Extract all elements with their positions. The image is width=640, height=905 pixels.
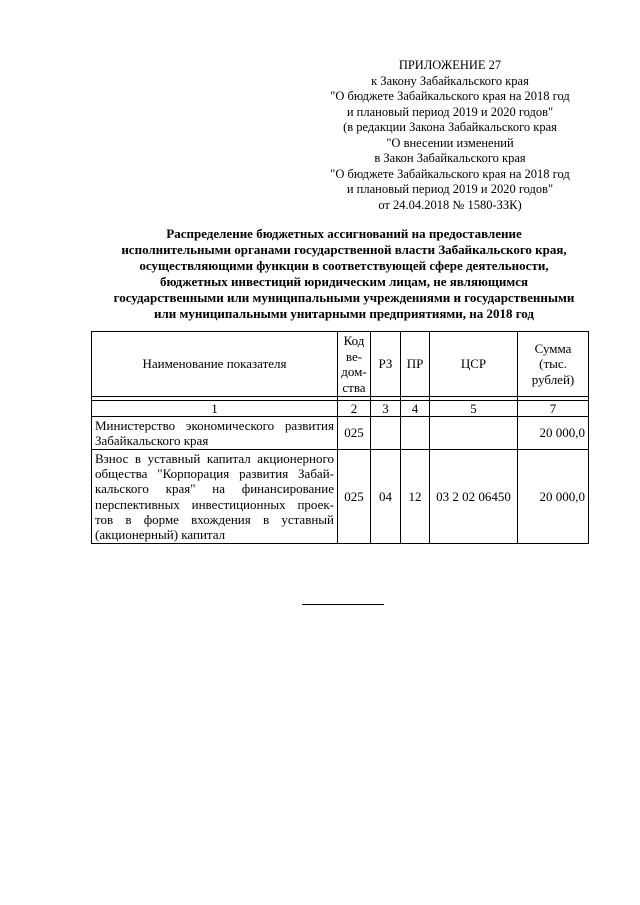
row-name-line: Взнос в уставный капитал акционерного	[95, 451, 334, 466]
header-code: Код ве- дом- ства	[338, 332, 371, 397]
appendix-line: и плановый период 2019 и 2020 годов"	[346, 182, 554, 196]
row-csr	[430, 417, 518, 450]
title-line: государственными или муниципальными учреждениями и государственными	[113, 290, 575, 305]
row-csr: 03 2 02 06450	[430, 450, 518, 544]
row-code: 025	[338, 417, 371, 450]
row-sum: 20 000,0	[518, 450, 589, 544]
title-line: Распределение бюджетных ассигнований на предоставление	[166, 226, 522, 241]
title-line: исполнительными органами государственной власти Забайкальского края,	[121, 242, 567, 257]
appendix-line: "О бюджете Забайкальского края на 2018 год	[330, 89, 570, 103]
end-divider-line	[302, 604, 384, 605]
appendix-line: (в редакции Закона Забайкальского края	[343, 120, 557, 134]
row-name-line: (акционерный) капитал	[95, 527, 226, 543]
appendix-line: и плановый период 2019 и 2020 годов"	[346, 104, 554, 119]
col-number: 7	[518, 401, 589, 417]
col-number: 2	[338, 401, 371, 417]
appendix-line: от 24.04.2018 № 1580-ЗЗК)	[378, 197, 522, 212]
document-title	[84, 226, 604, 322]
table-row	[92, 417, 589, 450]
appendix-line: в Закон Забайкальского края	[374, 151, 526, 165]
title-line: осуществляющими функции в соответствующей сфере деятельности,	[139, 258, 549, 273]
row-name	[92, 450, 338, 544]
header-pr: ПР	[401, 332, 430, 397]
title-line: бюджетных инвестиций юридическим лицам, не являющимся	[159, 274, 529, 289]
row-name-line: перспективных инвестиционных проек-	[95, 496, 334, 512]
row-pr: 12	[401, 450, 430, 544]
allocation-table	[91, 331, 589, 544]
row-name-line: кальского края" на финансирование	[95, 481, 334, 497]
row-code: 025	[338, 450, 371, 544]
appendix-line: ПРИЛОЖЕНИЕ 27	[398, 58, 502, 72]
header-sum: Сумма (тыс. рублей)	[518, 332, 589, 397]
appendix-line: "О бюджете Забайкальского края на 2018 год	[330, 166, 570, 181]
title-line: или муниципальными унитарными предприятиями, на 2018 год	[153, 306, 534, 321]
header-rz: РЗ	[371, 332, 401, 397]
header-row	[92, 332, 589, 397]
column-number-row	[92, 401, 589, 417]
row-pr	[401, 417, 430, 450]
row-sum: 20 000,0	[518, 417, 589, 450]
appendix-line: "О внесении изменений	[386, 135, 514, 150]
appendix-header	[300, 58, 600, 213]
col-number: 4	[401, 401, 430, 417]
col-number: 1	[92, 401, 338, 417]
appendix-line: к Закону Забайкальского края	[371, 73, 529, 88]
col-number: 3	[371, 401, 401, 417]
row-rz: 04	[371, 450, 401, 544]
header-name: Наименование показателя	[92, 332, 338, 397]
col-number: 5	[430, 401, 518, 417]
header-csr: ЦСР	[430, 332, 518, 397]
row-name-line: тов в форме вхождения в уставный	[95, 511, 334, 527]
row-rz	[371, 417, 401, 450]
row-name-line: общества "Корпорация развития Забай-	[95, 466, 334, 482]
table-row	[92, 450, 589, 544]
row-name: Министерство экономического развития Забайкальского края	[92, 417, 338, 450]
